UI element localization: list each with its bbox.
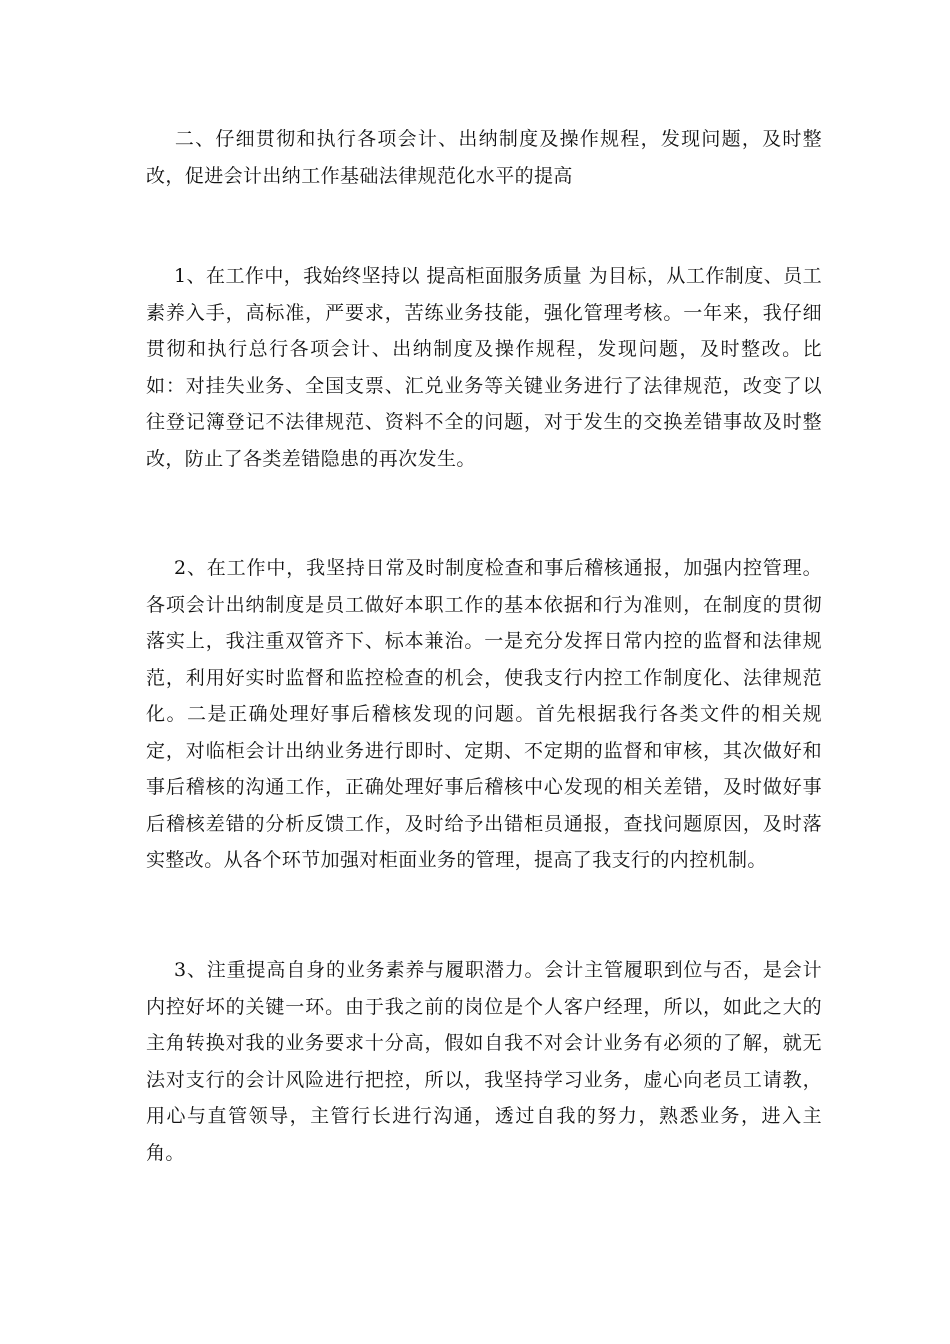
paragraph-item-1: 1、在工作中，我始终坚持以 提高柜面服务质量 为目标，从工作制度、员工素养入手，高标准，严要求，苦练业务技能，强化管理考核。一年来，我仔细贯彻和执行总行各项会计、出纳制度及操作规程，发现问题，及时整改。比如：对挂失业务、全国支票、汇兑业务等关键业务进行了法律规范，改变了以往登记簿登记不法律规范、资料不全的问题，对于发生的交换差错事故及时整改，防止了各类差错隐患的再次发生。 — [146, 265, 822, 470]
paragraph-item-2: 2、在工作中，我坚持日常及时制度检查和事后稽核通报，加强内控管理。各项会计出纳制度是员工做好本职工作的基本依据和行为准则，在制度的贯彻落实上，我注重双管齐下、标本兼治。一是充分发挥日常内控的监督和法律规范，利用好实时监督和监控检查的机会，使我支行内控工作制度化、法律规范化。二是正确处理好事后稽核发现的问题。首先根据我行各类文件的相关规定，对临柜会计出纳业务进行即时、定期、不定期的监督和审核，其次做好和事后稽核的沟通工作，正确处理好事后稽核中心发现的相关差错，及时做好事后稽核差错的分析反馈工作，及时给予出错柜员通报，查找问题原因，及时落实整改。从各个环节加强对柜面业务的管理，提高了我支行的内控机制。 — [146, 557, 822, 871]
section-heading: 二、仔细贯彻和执行各项会计、出纳制度及操作规程，发现问题，及时整改，促进会计出纳工作基础法律规范化水平的提高 — [146, 128, 822, 187]
paragraph-item-3: 3、注重提高自身的业务素养与履职潜力。会计主管履职到位与否，是会计内控好坏的关键一环。由于我之前的岗位是个人客户经理，所以，如此之大的主角转换对我的业务要求十分高，假如自我不对会计业务有必须的了解，就无法对支行的会计风险进行把控，所以，我坚持学习业务，虚心向老员工请教，用心与直管领导，主管行长进行沟通，透过自我的努力，熟悉业务，进入主角。 — [146, 959, 822, 1164]
